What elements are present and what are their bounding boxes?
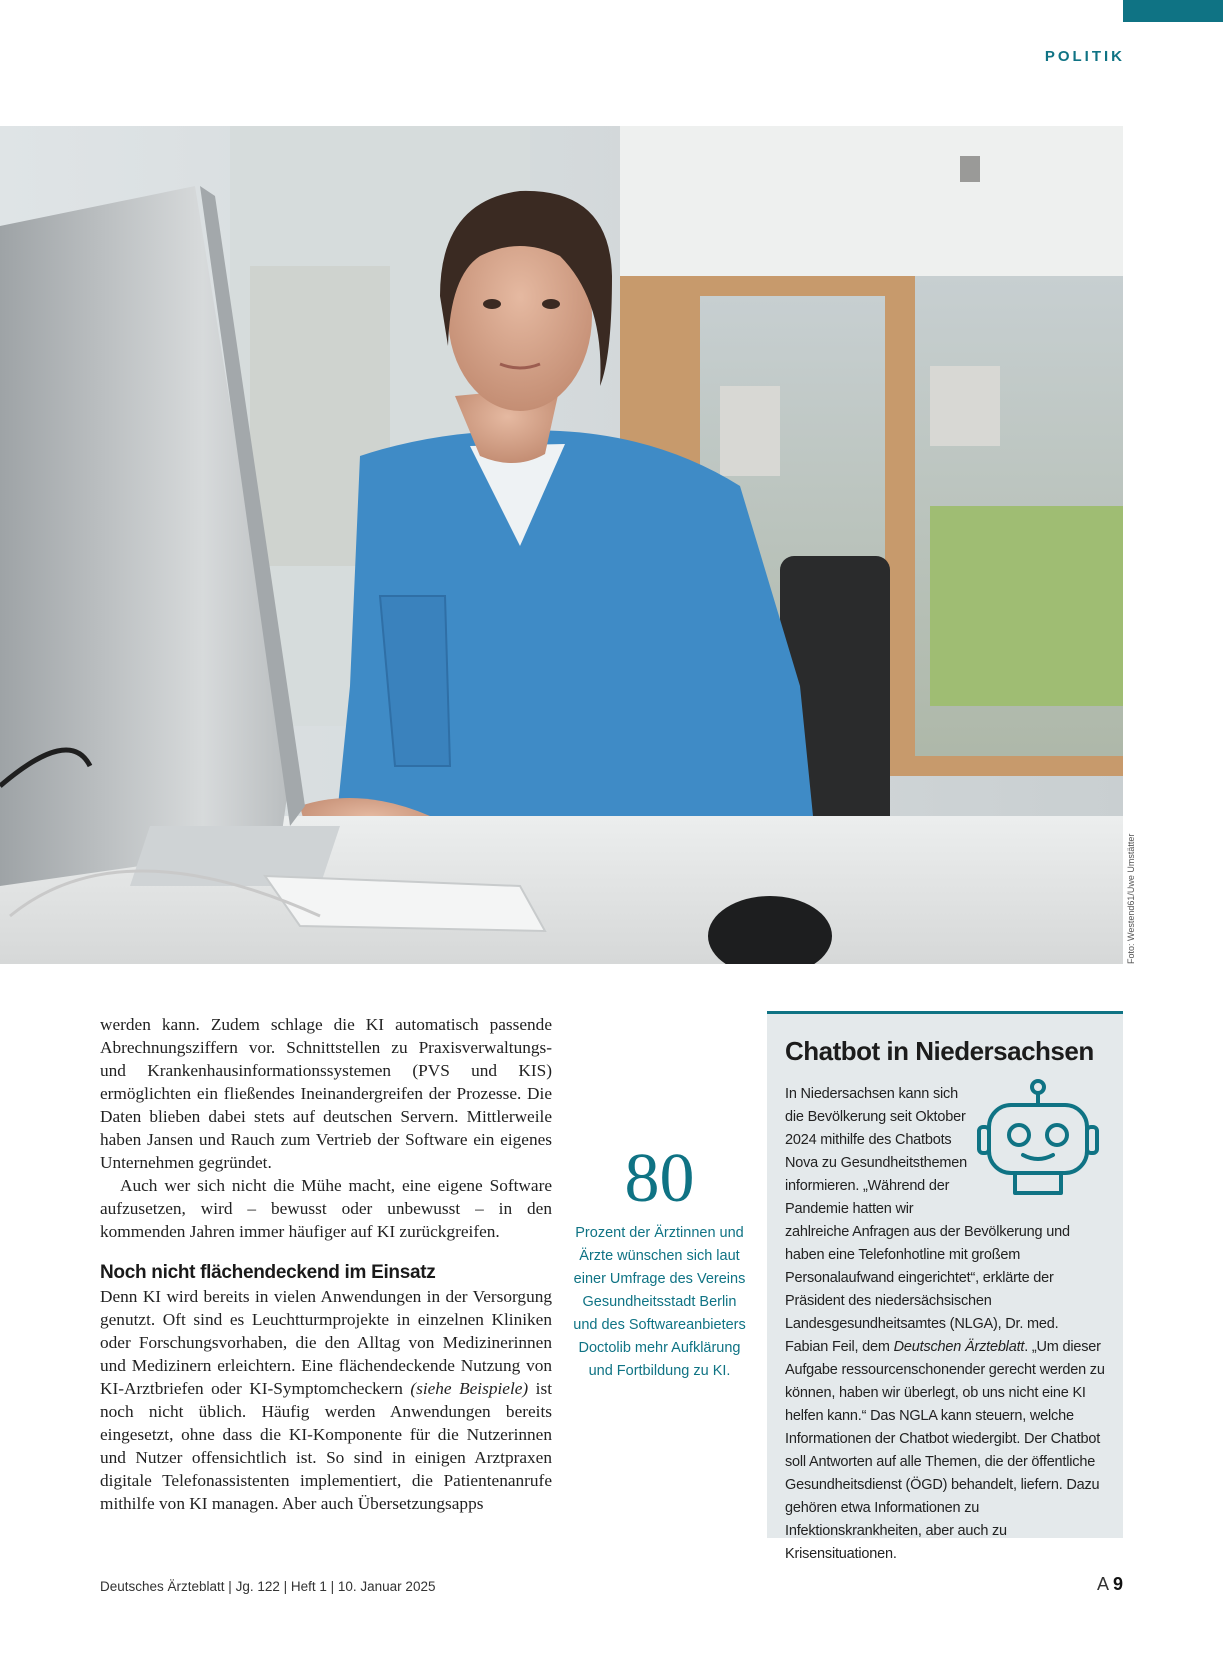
info-box-text-b: . „Um dieser Aufgabe ressourcenschonender gerecht werden zu können, haben wir überlegt, ob uns nicht eine KI helfen kann.“ Das NGLA kann steuern, welche Informationen der Chatbot wiedergibt. Der Chatbot soll Antworten auf alle Themen, die der öffentliche Gesundheitsdienst (ÖGD) behandelt, liefern. Dazu gehören etwa Informationen zu Infektionskrankheiten, aber auch zu Krisensituationen.: [785, 1339, 1105, 1562]
info-box: [767, 1011, 1123, 1562]
photo-credit: Foto: Westend61/Uwe Umstätter: [1126, 833, 1136, 964]
info-box-publication: Deutschen Ärzteblatt: [893, 1339, 1025, 1355]
stat-number: 80: [624, 1140, 695, 1217]
page-prefix: A: [1096, 1574, 1108, 1594]
info-box-body: [785, 1083, 1105, 1566]
robot-icon: [977, 1077, 1099, 1203]
article-paragraph-3-reference: (siehe Beispiele): [410, 1379, 529, 1398]
corner-accent-bar: [1123, 0, 1223, 22]
article-paragraph-2: Auch wer sich nicht die Mühe macht, eine eigene Software aufzusetzen, wird – bewusst oder unbewusst – in den kommenden Jahren immer häufiger auf KI zurückgreifen.: [100, 1176, 552, 1241]
page-number: [1097, 1574, 1123, 1595]
info-box-text-a: In Niedersachsen kann sich die Bevölkerung seit Oktober 2024 mithilfe des Chatbots Nova zu Gesundheitsthemen informieren. „Während der Pandemie hatten wir zahlreiche Anfragen aus der Bevölkerung und haben eine Telefonhotline mit großem Personalaufwand eingerichtet“, erklärte der Präsident des niedersächsischen Landesgesundheitsamtes (NLGA), Dr. med. Fabian Feil, dem: [785, 1086, 1070, 1355]
article-column: [100, 1013, 552, 1515]
info-box-title: Chatbot in Niedersachsen: [785, 1036, 1094, 1066]
page-number-value: 9: [1112, 1574, 1123, 1594]
article-photo: [0, 126, 1123, 964]
article-paragraph-1: werden kann. Zudem schlage die KI automatisch passende Abrechnungsziffern vor. Schnittstellen zu Praxisverwaltungs- und Krankenhausinformationssystemen (PVS und KIS) ermöglichten ein fließendes Ineinandergreifen der Prozesse. Die Daten blieben dabei stets auf deutschen Servern. Mittlerweile haben Jansen und Rauch zum Vertrieb der Software ein eigenes Unternehmen gegründet.: [100, 1015, 552, 1172]
article-paragraph-3-text-b: ist noch nicht üblich. Häufig werden Anwendungen bereits eingesetzt, ohne dass die KI-Komponente für die Nutzerinnen und Nutzer offensichtlich ist. So sind in einigen Arztpraxen digitale Telefonassistenten implementiert, die Patientenanrufe mithilfe von KI managen. Aber auch Übersetzungsapps: [100, 1379, 552, 1513]
article-paragraph-3: [100, 1285, 552, 1515]
stat-callout: [572, 1140, 747, 1383]
section-label: POLITIK: [1044, 48, 1125, 65]
article-paragraph-3-text-a: Denn KI wird bereits in vielen Anwendungen in der Versorgung genutzt. Oft sind es Leuchtturmprojekte in einzelnen Kliniken oder Forschungsvorhaben, die den Alltag von Medizinerinnen und Medizinern erleichtern. Eine flächendeckende Nutzung von KI-Arztbriefen oder KI-Symptomcheckern: [100, 1287, 552, 1398]
article-subheading: Noch nicht flächendeckend im Einsatz: [100, 1262, 436, 1283]
stat-caption: Prozent der Ärztinnen und Ärzte wünschen sich laut einer Umfrage des Vereins Gesundheitsstadt Berlin und des Softwareanbieters Doctolib mehr Aufklärung und Fortbildung zu KI.: [573, 1225, 746, 1379]
footer-citation: Deutsches Ärzteblatt | Jg. 122 | Heft 1 | 10. Januar 2025: [100, 1579, 436, 1594]
